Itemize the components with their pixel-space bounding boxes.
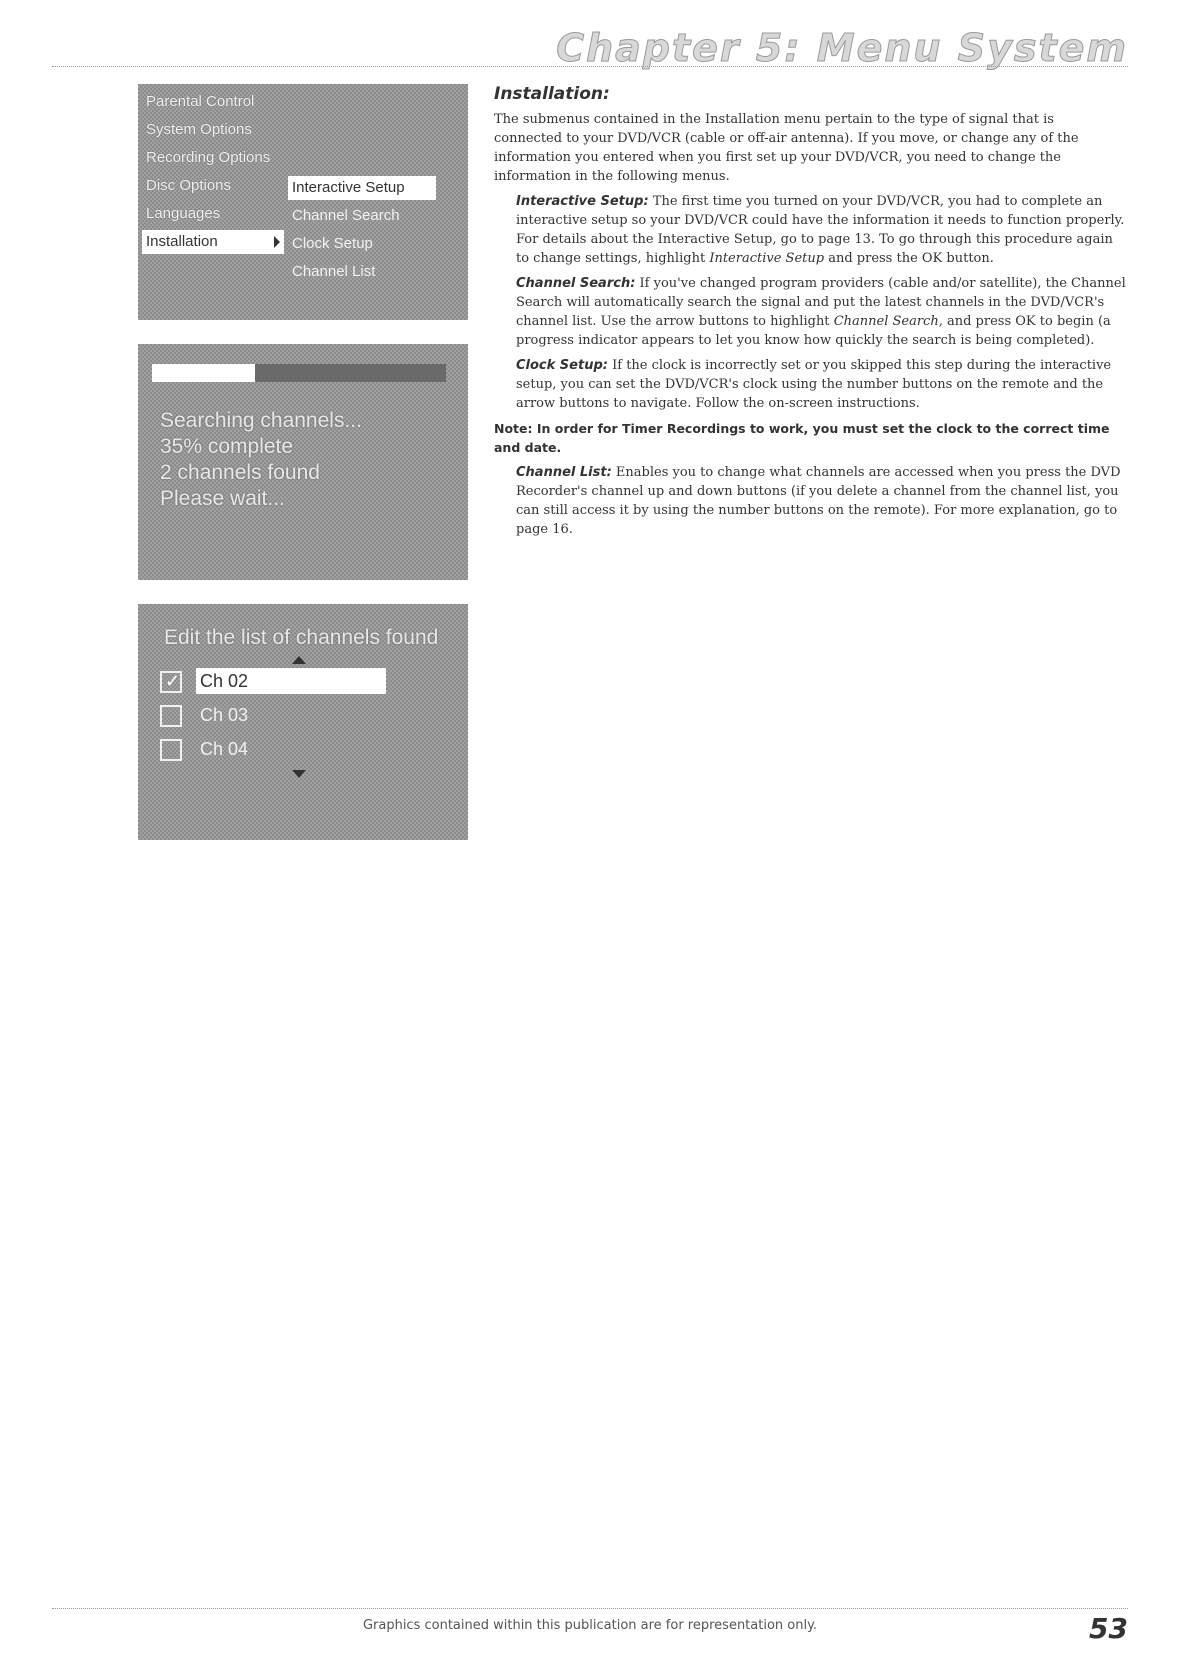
footer-rule: [52, 1608, 1128, 1609]
channel-label: Ch 03: [200, 705, 249, 725]
channel-checkbox[interactable]: [160, 739, 182, 761]
header-rule: [52, 66, 1128, 67]
channel-search-paragraph: [516, 274, 1126, 350]
interactive-setup-text-a: The first time you turned on your DVD/VCR, you had to complete an interactive setup so your DVD/VCR could have the information it needs to function properly. For details about the Interactive Setup, go to page 13. To go through this procedure again to change settings, highlight: [516, 194, 1125, 266]
search-progress-bar: [152, 364, 446, 382]
menu-item-installation-label: Installation: [146, 233, 218, 250]
clock-setup-text: If the clock is incorrectly set or you skipped this step during the interactive setup, you can set the DVD/VCR's clock using the number buttons on the remote and the arrow buttons to navigate. Follow the on-screen instructions.: [516, 358, 1112, 411]
channel-list-text: Enables you to change what channels are accessed when you press the DVD Recorder's channel up and down buttons (if you delete a channel from the channel list, you can still access it by using the number buttons on the remote). For more explanation, go to page 16.: [516, 465, 1121, 537]
submenu-item-channel-list[interactable]: Channel List: [292, 263, 376, 280]
channel-search-em: Channel Search,: [833, 314, 943, 329]
intro-paragraph: The submenus contained in the Installation menu pertain to the type of signal that is connected to your DVD/VCR (cable or off-air antenna). If you move, or change any of the information you entered when you first set up your DVD/VCR, you need to change the information in the following menus.: [494, 112, 1079, 184]
menu-item-installation[interactable]: [142, 230, 284, 254]
check-icon: ✓: [165, 671, 181, 691]
channel-list-term: Channel List:: [516, 465, 612, 480]
channel-search-term: Channel Search:: [516, 276, 636, 291]
section-heading: Installation:: [494, 84, 610, 104]
clock-setup-term: Clock Setup:: [516, 358, 608, 373]
menu-item-recording-options[interactable]: Recording Options: [146, 149, 271, 166]
submenu-item-clock-setup[interactable]: Clock Setup: [292, 235, 373, 252]
channel-label: Ch 02: [196, 668, 386, 694]
installation-section: [494, 84, 1126, 539]
channel-checkbox[interactable]: [160, 705, 182, 727]
channel-list-paragraph: [516, 463, 1126, 539]
search-found-line: 2 channels found: [160, 461, 320, 484]
menu-item-system-options[interactable]: System Options: [146, 121, 252, 138]
installation-menu-screen: [138, 84, 468, 320]
search-wait-line: Please wait...: [160, 487, 285, 510]
menu-item-parental-control[interactable]: Parental Control: [146, 93, 255, 110]
channel-list: [160, 666, 430, 768]
channel-row[interactable]: [160, 666, 430, 700]
channel-checkbox[interactable]: [160, 671, 182, 693]
channel-row[interactable]: [160, 734, 430, 768]
submenu-item-channel-search[interactable]: Channel Search: [292, 207, 400, 224]
edit-channel-list-screen: [138, 604, 468, 840]
search-status-line: Searching channels...: [160, 409, 362, 432]
channel-search-screen: [138, 344, 468, 580]
menu-item-languages[interactable]: Languages: [146, 205, 221, 222]
page-number: 53: [1089, 1612, 1128, 1645]
channel-label: Ch 04: [200, 739, 249, 759]
arrow-right-icon: [274, 236, 280, 248]
scroll-down-arrow-icon[interactable]: [292, 770, 306, 778]
search-status: [160, 408, 450, 512]
main-menu: [142, 88, 284, 254]
edit-list-title: Edit the list of channels found: [164, 626, 439, 649]
interactive-setup-term: Interactive Setup:: [516, 194, 649, 209]
chapter-title: Chapter 5: Menu System: [556, 26, 1128, 70]
installation-submenu: [288, 176, 436, 286]
channel-search-text-b: and press OK to begin (a progress indicator appears to let you know how quickly the search is being completed).: [516, 314, 1111, 348]
menu-item-disc-options[interactable]: Disc Options: [146, 177, 232, 194]
interactive-setup-text-b: and press the OK button.: [828, 251, 994, 266]
interactive-setup-paragraph: [516, 192, 1126, 268]
interactive-setup-em: Interactive Setup: [709, 251, 825, 266]
submenu-item-interactive-setup[interactable]: Interactive Setup: [288, 176, 436, 200]
clock-setup-paragraph: [516, 356, 1126, 413]
scroll-up-arrow-icon[interactable]: [292, 656, 306, 664]
channel-search-text-a: If you've changed program providers (cable and/or satellite), the Channel Search will automatically search the signal and put the latest channels in the DVD/VCR's channel list. Use the arrow buttons to highlight: [516, 276, 1126, 329]
channel-row[interactable]: [160, 700, 430, 734]
timer-note: Note: In order for Timer Recordings to work, you must set the clock to the correct time and date.: [494, 421, 1110, 455]
search-percent-line: 35% complete: [160, 435, 294, 458]
search-progress-fill: [152, 364, 255, 382]
footer-note: Graphics contained within this publication are for representation only.: [362, 1618, 818, 1633]
